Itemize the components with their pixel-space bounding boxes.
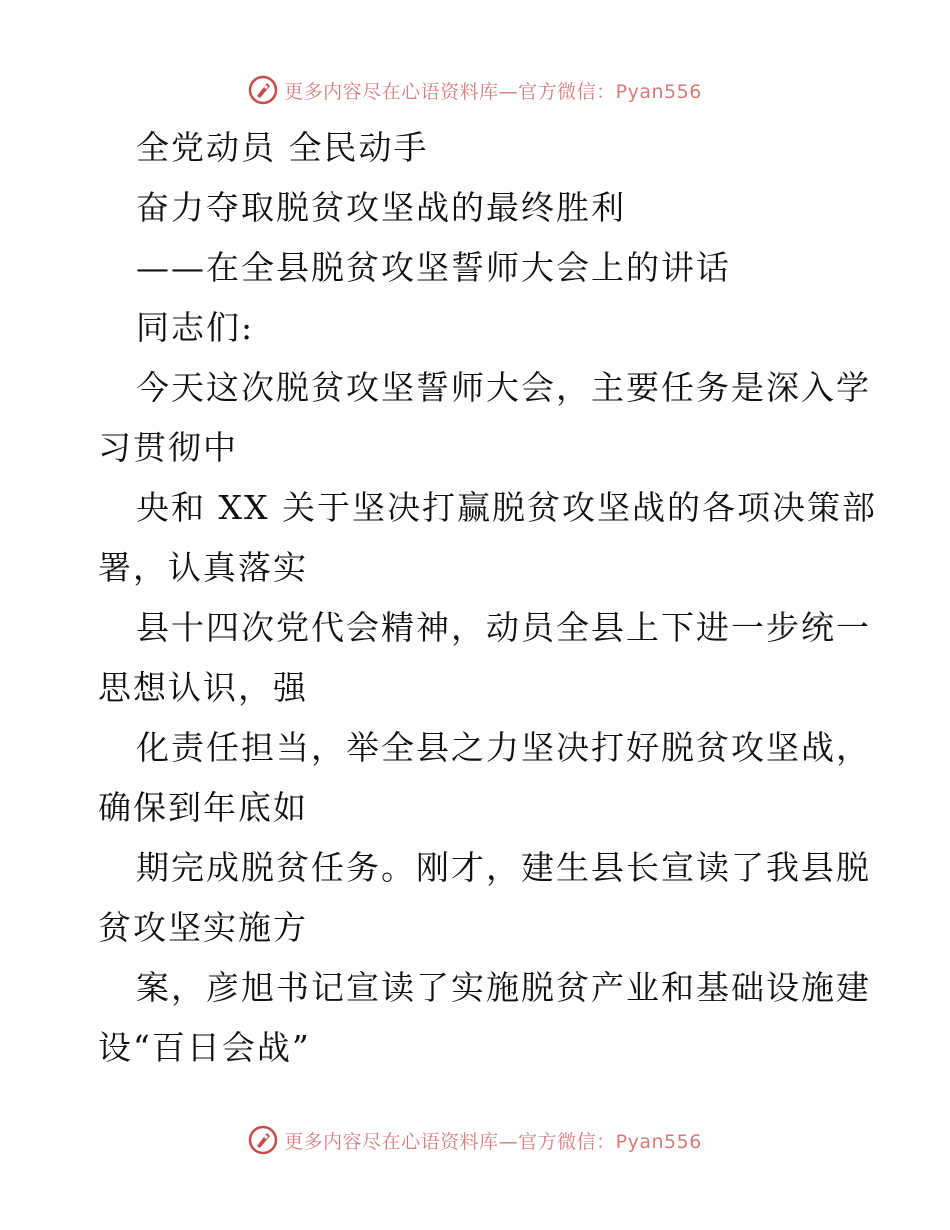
document-body — [98, 118, 877, 1078]
paragraph-line: 期完成脱贫任务。刚才，建生县长宣读了我县脱 — [136, 848, 871, 887]
speech-title-line-2: 奋力夺取脱贫攻坚战的最终胜利 — [136, 188, 626, 227]
paragraph-line: 署，认真落实 — [98, 548, 308, 587]
pen-nib-logo-icon — [248, 1125, 278, 1155]
paragraph-line: 习贯彻中 — [98, 428, 238, 467]
watermark-text: 更多内容尽在心语资料库—官方微信：Pyan556 — [284, 80, 702, 103]
speech-subtitle: ——在全县脱贫攻坚誓师大会上的讲话 — [136, 248, 731, 287]
speech-title-line-1: 全党动员 全民动手 — [136, 128, 429, 167]
paragraph-line: 县十四次党代会精神，动员全县上下进一步统一 — [136, 608, 871, 647]
paragraph-line: 思想认识，强 — [98, 668, 308, 707]
paragraph-line: 设“百日会战” — [98, 1028, 311, 1067]
header-watermark — [0, 70, 950, 110]
paragraph-line: 贫攻坚实施方 — [98, 908, 308, 947]
watermark-text: 更多内容尽在心语资料库—官方微信：Pyan556 — [284, 1130, 702, 1153]
paragraph-line: 确保到年底如 — [98, 788, 308, 827]
footer-watermark — [0, 1120, 950, 1160]
paragraph-line: 今天这次脱贫攻坚誓师大会，主要任务是深入学 — [136, 368, 871, 407]
paragraph-line: 化责任担当，举全县之力坚决打好脱贫攻坚战， — [136, 728, 871, 767]
salutation: 同志们: — [136, 308, 255, 347]
paragraph-line: 央和 XX 关于坚决打赢脱贫攻坚战的各项决策部 — [136, 488, 877, 527]
pen-nib-logo-icon — [248, 75, 278, 105]
paragraph-line: 案，彦旭书记宣读了实施脱贫产业和基础设施建 — [136, 968, 871, 1007]
